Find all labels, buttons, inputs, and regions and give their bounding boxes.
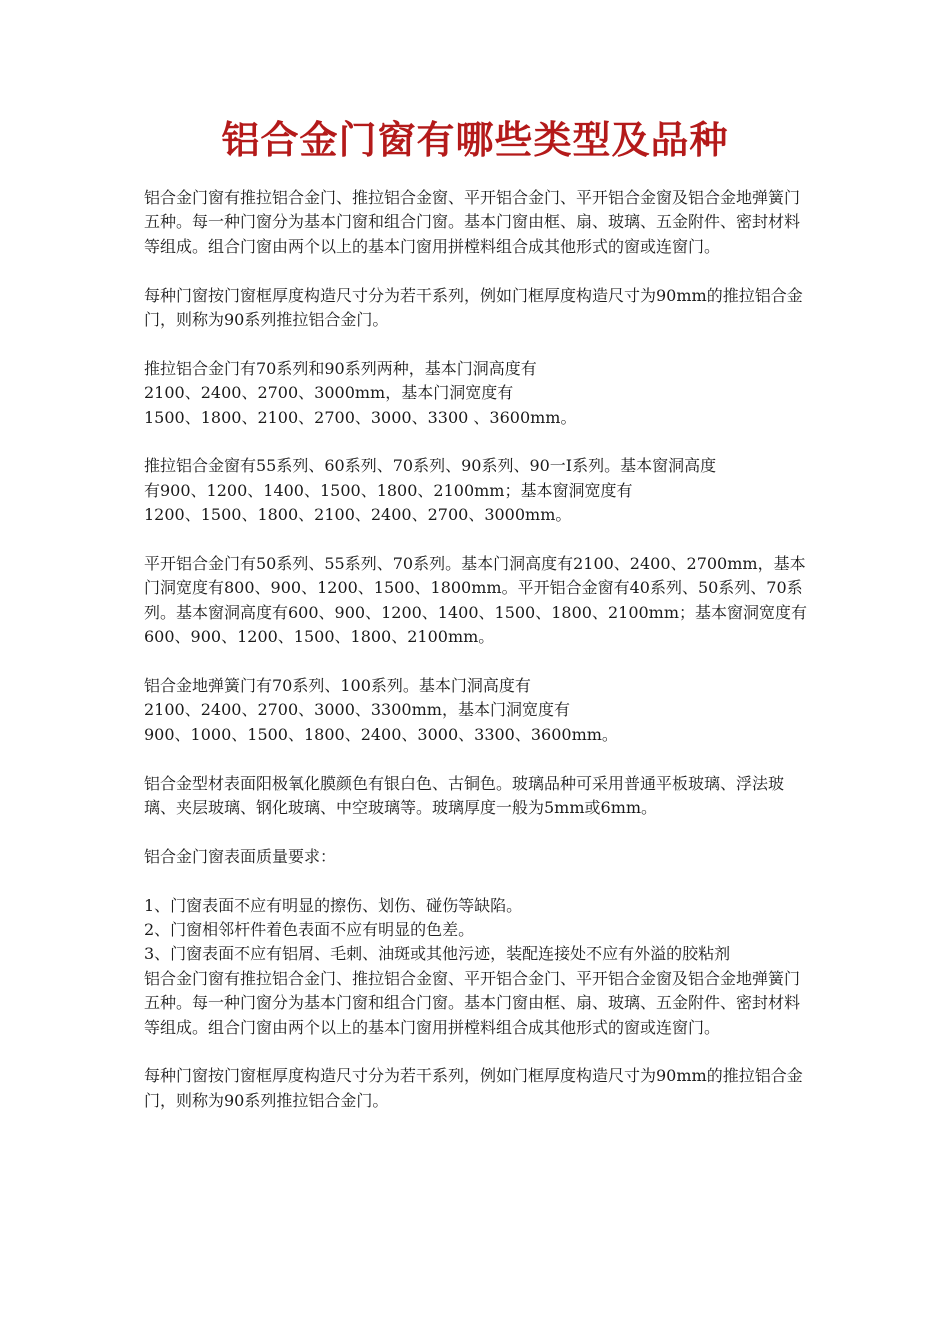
document-body	[144, 186, 812, 1138]
paragraph-casement: 平开铝合金门有50系列、55系列、70系列。基本门洞高度有2100、2400、2700mm，基本门洞宽度有800、900、1200、1500、1800mm。平开铝合金窗有40系列、50系列、70系列。基本窗洞高度有600、900、1200、1400、1500、1800、2100mm；基本窗洞宽度有600、900、1200、1500、1800、2100mm。	[144, 554, 808, 647]
requirement-item-3: 3、门窗表面不应有铝屑、毛刺、油斑或其他污迹，装配连接处不应有外溢的胶粘剂	[144, 944, 731, 964]
page-title: 铝合金门窗有哪些类型及品种	[221, 117, 729, 162]
paragraph-surface-glass: 铝合金型材表面阳极氧化膜颜色有银白色、古铜色。玻璃品种可采用普通平板玻璃、浮法玻璃、夹层玻璃、钢化玻璃、中空玻璃等。玻璃厚度一般为5mm或6mm。	[144, 773, 785, 818]
paragraph-door-types-repeat: 铝合金门窗有推拉铝合金门、推拉铝合金窗、平开铝合金门、平开铝合金窗及铝合金地弹簧门五种。每一种门窗分为基本门窗和组合门窗。基本门窗由框、扇、玻璃、五金附件、密封材料等组成。组合门窗由两个以上的基本门窗用拼樘料组合成其他形式的窗或连窗门。	[144, 968, 801, 1037]
paragraph-series-naming: 每种门窗按门窗框厚度构造尺寸分为若干系列，例如门框厚度构造尺寸为90mm的推拉铝合金门，则称为90系列推拉铝合金门。	[144, 285, 803, 330]
sliding-door-line-1: 推拉铝合金门有70系列和90系列两种，基本门洞高度有	[144, 358, 537, 378]
spring-door-line-3: 900、1000、1500、1800、2400、3000、3300、3600mm。	[144, 724, 618, 744]
sliding-window-line-1: 推拉铝合金窗有55系列、60系列、70系列、90系列、90一Ⅰ系列。基本窗洞高度	[144, 456, 717, 476]
spring-door-line-2: 2100、2400、2700、3000、3300mm，基本门洞宽度有	[144, 700, 570, 720]
paragraph-sliding-window	[144, 454, 812, 527]
paragraph-series-naming-repeat: 每种门窗按门窗框厚度构造尺寸分为若干系列，例如门框厚度构造尺寸为90mm的推拉铝合金门，则称为90系列推拉铝合金门。	[144, 1066, 803, 1110]
sliding-door-line-2: 2100、2400、2700、3000mm，基本门洞宽度有	[144, 383, 514, 403]
paragraph-spring-door	[144, 674, 812, 747]
paragraph-quality-heading: 铝合金门窗表面质量要求：	[144, 846, 337, 866]
spring-door-line-1: 铝合金地弹簧门有70系列、100系列。基本门洞高度有	[144, 676, 531, 696]
paragraph-door-types: 铝合金门窗有推拉铝合金门、推拉铝合金窗、平开铝合金门、平开铝合金窗及铝合金地弹簧门五种。每一种门窗分为基本门窗和组合门窗。基本门窗由框、扇、玻璃、五金附件、密封材料等组成。组合门窗由两个以上的基本门窗用拼樘料组合成其他形式的窗或连窗门。	[144, 188, 801, 256]
sliding-window-line-3: 1200、1500、1800、2100、2400、2700、3000mm。	[144, 505, 572, 525]
sliding-window-line-2: 有900、1200、1400、1500、1800、2100mm；基本窗洞宽度有	[144, 480, 633, 500]
sliding-door-line-3: 1500、1800、2100、2700、3000、3300 、3600mm。	[144, 407, 577, 427]
paragraph-sliding-door	[144, 357, 812, 430]
requirement-item-2: 2、门窗相邻杆件着色表面不应有明显的色差。	[144, 920, 475, 940]
requirement-item-1: 1、门窗表面不应有明显的擦伤、划伤、碰伤等缺陷。	[144, 895, 523, 915]
